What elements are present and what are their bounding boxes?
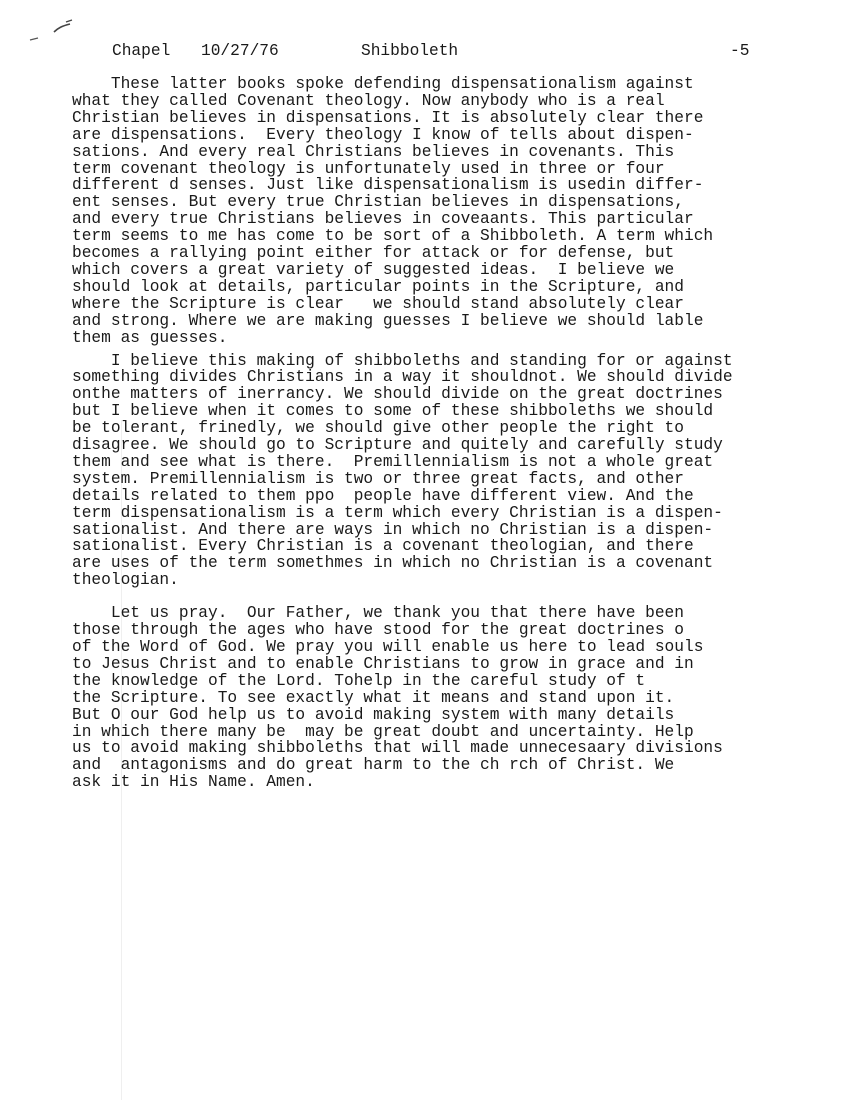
paragraph-dispensationalism: These latter books spoke defending dispensationalism against what they called Covenant theology. Now anybody who is a real Christian believes in dispensations. It is absolutely clear there are dispensations. Every theology I know of tells about dispen- sations. And every real Christians believes in covenants. This term covenant theology is unfortunately used in three or four different d senses. Just like dispensationalism is usedin differ- ent senses. But every true Christian believes in dispensations, and every true Christians believes in coveaants. This particular term seems to me has come to be sort of a Shibboleth. A term which becomes a rallying point either for attack or for defense, but which covers a great variety of suggested ideas. I believe we should look at details, particular points in the Scripture, and where the Scripture is clear we should stand absolutely clear and strong. Where we are making guesses I believe we should lable them as guesses.: [72, 75, 714, 347]
page-header: [0, 41, 847, 61]
header-date: 10/27/76: [201, 42, 279, 60]
header-title: Shibboleth: [361, 42, 459, 60]
document-body: [72, 76, 832, 791]
paragraph-shibboleths: I believe this making of shibboleths and standing for or against something divides Christians in a way it shouldnot. We should divide onthe matters of inerrancy. We should divide on the great doctrines but I believe when it comes to some of these shibboleths we should be tolerant, frinedly, we should give other people the right to disagree. We should go to Scripture and quitely and carefully study them and see what is there. Premillennialism is not a whole great system. Premillennialism is two or three great facts, and other details related to them ppo people have different view. And the term dispensationalism is a term which every Christian is a dispen- sationalist. And there are ways in which no Christian is a dispen- sationalist. Every Christian is a covenant theologian, and there are uses of the term somethmes in which no Christian is a covenant theologian.: [72, 351, 733, 590]
page-number: -5: [730, 42, 750, 60]
header-chapel: Chapel: [112, 42, 171, 60]
paragraph-prayer: Let us pray. Our Father, we thank you that there have been those through the ages who have stood for the great doctrines o of the Word of God. We pray you will enable us here to lead souls to Jesus Christ and to enable Christians to grow in grace and in the knowledge of the Lord. Tohelp in the careful study of t the Scripture. To see exactly what it means and stand upon it. But O our God help us to avoid making system with many details in which there many be may be great doubt and uncertainty. Help us to avoid making shibboleths that will made unnecesaary divisions and antagonisms and do great harm to the ch rch of Christ. We ask it in His Name. Amen.: [72, 604, 723, 792]
